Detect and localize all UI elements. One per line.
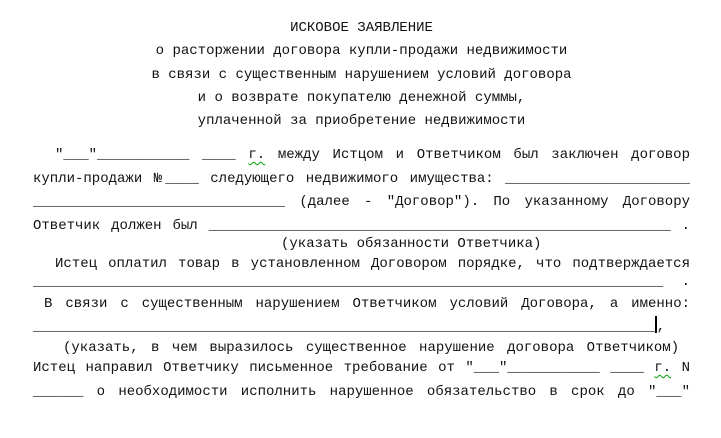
hint-line: (указать обязанности Ответчика) [281, 236, 542, 252]
body-text: N [671, 360, 690, 376]
subtitle-line: и о возврате покупателю денежной суммы, [197, 90, 526, 106]
body-line[interactable]: ______ о необходимости исполнить нарушенное обязательство в срок до "___" [33, 384, 690, 400]
body-text: "___"___________ ____ [55, 147, 249, 163]
body-line[interactable] [33, 358, 690, 378]
body-text: , [656, 319, 666, 335]
grammar-error-text[interactable]: г. [654, 360, 672, 376]
body-text: Истец направил Ответчику письменное требование от "___"___________ ____ [33, 360, 655, 376]
title-line: ИСКОВОЕ ЗАЯВЛЕНИЕ [290, 20, 433, 36]
body-line[interactable]: ___________________________________________________________________________ . [33, 274, 690, 290]
body-line[interactable] [33, 145, 690, 165]
subtitle-line: уплаченной за приобретение недвижимости [197, 113, 526, 129]
hint-line: (указать, в чем выразилось существенное нарушение договора Ответчиком) [63, 340, 680, 356]
subtitle-line: в связи с существенным нарушением условий договора [151, 67, 572, 83]
body-line[interactable]: купли-продажи №____ следующего недвижимого имущества: ______________________ [33, 171, 690, 187]
body-line[interactable]: Ответчик должен был _______________________________________________________ . [33, 218, 690, 234]
body-text: между Истцом и Ответчиком был заключен договор [265, 147, 690, 163]
fill-in-blank[interactable]: __________________________________________________________________________ [33, 319, 655, 335]
body-line[interactable]: ______________________________ (далее - "Договор"). По указанному Договору [33, 194, 690, 210]
body-line[interactable]: Истец оплатил товар в установленном Договором порядке, что подтверждается [55, 256, 690, 272]
grammar-error-text[interactable]: г. [248, 147, 266, 163]
body-line[interactable]: В связи с существенным нарушением Ответчиком условий Договора, а именно: [44, 296, 690, 312]
body-line[interactable] [33, 316, 690, 337]
subtitle-line: о расторжении договора купли-продажи недвижимости [155, 43, 568, 59]
